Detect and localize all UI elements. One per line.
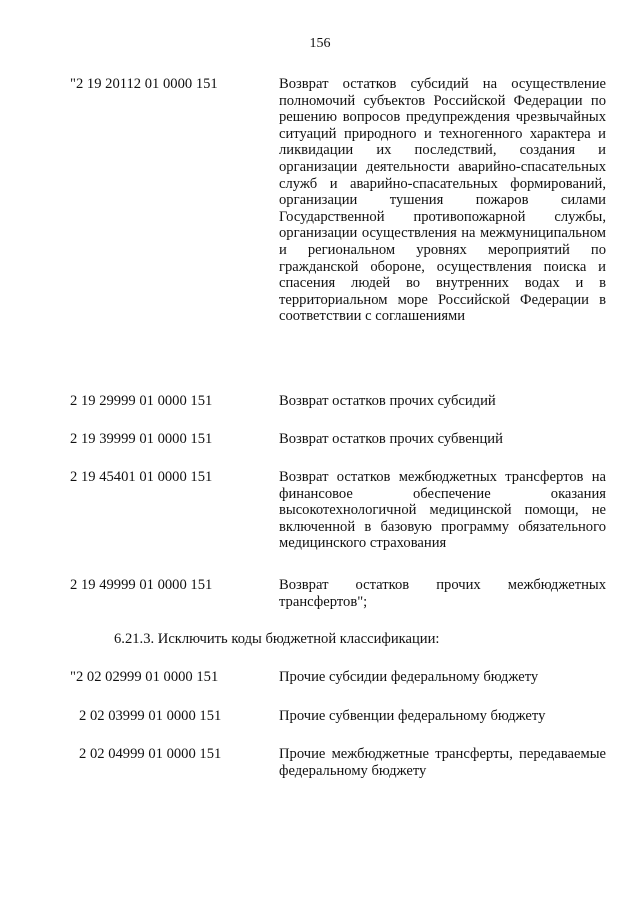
- budget-code: 2 02 03999 01 0000 151: [79, 708, 222, 724]
- budget-code-description: Возврат остатков прочих межбюджетных трансфертов";: [279, 577, 606, 610]
- budget-code: 2 19 29999 01 0000 151: [70, 393, 213, 409]
- budget-code: 2 19 45401 01 0000 151: [70, 469, 213, 485]
- budget-code-description: Возврат остатков межбюджетных трансфертов на финансовое обеспечение оказания высокотехнологичной медицинской помощи, не включенной в базовую программу обязательного медицинского страхования: [279, 469, 606, 552]
- budget-code-description: Возврат остатков субсидий на осуществление полномочий субъектов Российской Федерации по решению вопросов предупреждения чрезвычайных ситуаций природного и техногенного характера и ликвидации их последствий, создания и организации деятельности аварийно-спасательных служб и аварийно-спасательных формирований, организации тушения пожаров силами Государственной противопожарной службы, организации осуществления на межмуниципальном и региональном уровнях мероприятий по гражданской обороне, осуществления поиска и спасения людей во внутренних водах и в территориальном море Российской Федерации в соответствии с соглашениями: [279, 76, 606, 325]
- budget-code-description: Прочие субсидии федеральному бюджету: [279, 669, 539, 685]
- budget-code-description: Прочие межбюджетные трансферты, передаваемые федеральному бюджету: [279, 746, 606, 779]
- budget-code: "2 02 02999 01 0000 151: [70, 669, 219, 685]
- budget-code: 2 19 49999 01 0000 151: [70, 577, 213, 593]
- section-paragraph: 6.21.3. Исключить коды бюджетной классификации:: [114, 631, 440, 647]
- budget-code-description: Возврат остатков прочих субсидий: [279, 393, 496, 409]
- budget-code: 2 02 04999 01 0000 151: [79, 746, 222, 762]
- budget-code-description: Прочие субвенции федеральному бюджету: [279, 708, 546, 724]
- budget-code: "2 19 20112 01 0000 151: [70, 76, 218, 92]
- budget-code: 2 19 39999 01 0000 151: [70, 431, 213, 447]
- page-number: 156: [309, 36, 331, 51]
- budget-code-description: Возврат остатков прочих субвенций: [279, 431, 503, 447]
